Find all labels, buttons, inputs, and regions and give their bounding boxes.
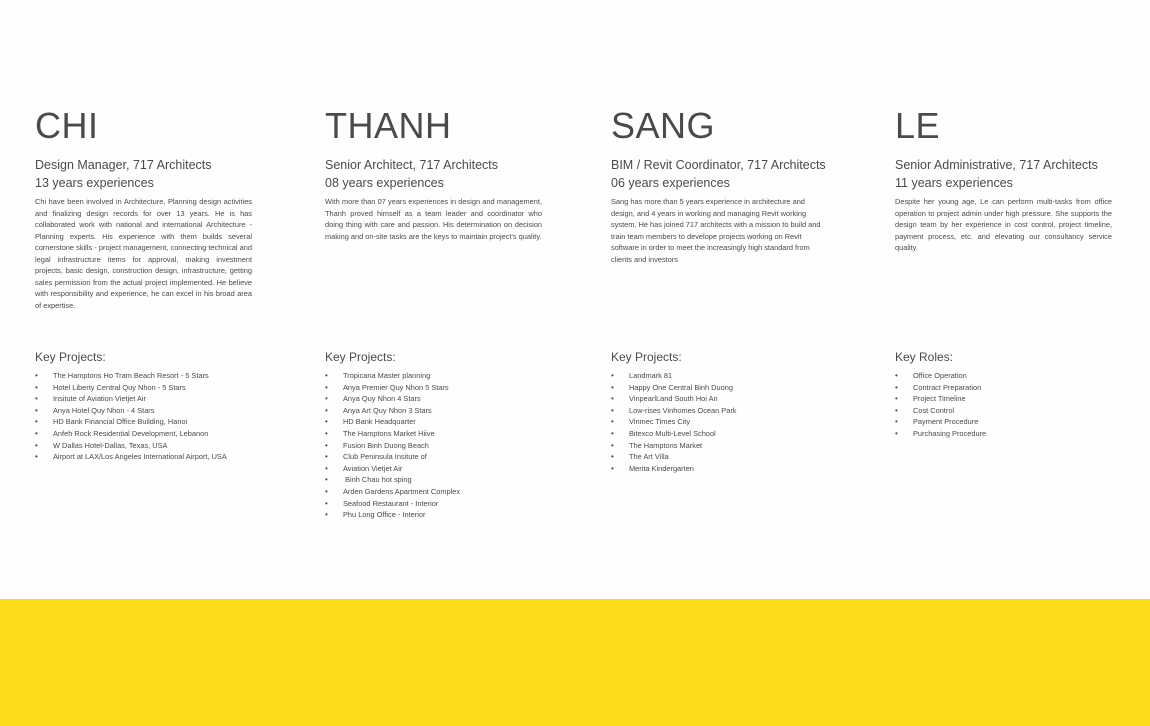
list-item: • W Dallas Hotel-Dallas, Texas, USA (35, 440, 227, 452)
person-experience: 08 years experiences (325, 176, 444, 190)
list-item: • Hotel Liberty Central Quy Nhon - 5 Stars (35, 382, 227, 394)
person-experience: 13 years experiences (35, 176, 154, 190)
list-item: • Landmark 81 (611, 370, 737, 382)
profile-sang (611, 106, 828, 273)
key-projects-list-chi (35, 370, 227, 463)
list-item: • Project Timeline (895, 393, 986, 405)
list-item: • Payment Procedure (895, 416, 986, 428)
key-projects-heading-sang: Key Projects: (611, 350, 682, 364)
list-item: • The Hamptons Market (611, 440, 737, 452)
person-title: Senior Administrative, 717 Architects (895, 158, 1098, 172)
list-item: • HD Bank Headquarter (325, 416, 460, 428)
list-item: • Merita Kindergarten (611, 463, 737, 475)
list-item: • Anya Premier Quy Nhon 5 Stars (325, 382, 460, 394)
list-item: • Low-rises Vinhomes Ocean Park (611, 405, 737, 417)
person-description: Despite her young age, Le can perform multi-tasks from office operation to project admin under high pressure. She supports the design team by her experience in cost control, project timeline, payment process, etc. and elevating our consultancy service quality. (895, 197, 1112, 253)
person-description: Sang has more than 5 years experience in architecture and design, and 4 years in working and managing Revit working system, He has joined 717 architects with a mission to build and train team members to develope projects working on Revit software in order to meet the increasingly high standard from clients and investors (611, 197, 821, 264)
list-item: • Anya Quy Nhon 4 Stars (325, 393, 460, 405)
list-item: • Binh Chau hot sping (325, 474, 460, 486)
list-item: • Arden Gardens Apartment Complex (325, 486, 460, 498)
list-item: • Phu Long Office - Interior (325, 509, 460, 521)
profile-thanh (325, 106, 542, 250)
key-roles-heading-le: Key Roles: (895, 350, 954, 364)
list-item: • The Hamptons Market Hiive (325, 428, 460, 440)
person-description: With more than 07 years experiences in design and management, Thanh proved himself as a team leader and coordinator who doing thing with care and passion. His determination on decision making and on-site tasks are the keys to maintain project's quality. (325, 197, 542, 241)
list-item: • The Art Villa (611, 451, 737, 463)
yellow-footer-band (0, 599, 1150, 726)
profile-le (895, 106, 1112, 261)
profile-chi (35, 106, 252, 319)
key-projects-list-sang (611, 370, 737, 474)
list-item: • Anya Art Quy Nhon 3 Stars (325, 405, 460, 417)
person-experience: 11 years experiences (895, 176, 1013, 190)
list-item: • Bitexco Multi-Level School (611, 428, 737, 440)
list-item: • Tropicana Master planning (325, 370, 460, 382)
list-item: • Anya Hotel Quy Nhon - 4 Stars (35, 405, 227, 417)
list-item: • VinpearlLand South Hoi An (611, 393, 737, 405)
list-item: • Contract Preparation (895, 382, 986, 394)
list-item: • The Hamptons Ho Tram Beach Resort - 5 Stars (35, 370, 227, 382)
list-item: • Seafood Restaurant - Interior (325, 498, 460, 510)
person-title: Senior Architect, 717 Architects (325, 158, 499, 172)
person-title: Design Manager, 717 Architects (35, 158, 212, 172)
key-roles-list-le (895, 370, 986, 440)
list-item: • Purchasing Procedure (895, 428, 986, 440)
person-name: THANH (325, 105, 452, 146)
list-item: • Office Operation (895, 370, 986, 382)
list-item: • Fusion Binh Duong Beach (325, 440, 460, 452)
key-projects-heading-chi: Key Projects: (35, 350, 106, 364)
person-name: SANG (611, 105, 716, 146)
list-item: • Happy One Central Binh Duong (611, 382, 737, 394)
key-projects-list-thanh (325, 370, 460, 521)
person-name: CHI (35, 105, 99, 146)
person-description: Chi have been involved in Architecture, Planning design activities and finalizing design records for over 13 years. He is has collaborated work with national and international Architecture - Planning experts. His experience with them builds several cornerstone skills - project management, connecting technical and legal infrastructure items for approval, making investment projects, basic design, construction design, infrastructure, getting sales permission from the actual project implemented. He believe with responsibility and experience, he can excel in his broad area of expertise. (35, 197, 252, 310)
list-item: • Club Peninsula Insitute of (325, 451, 460, 463)
list-item: • Anfeh Rock Residential Development, Lebanon (35, 428, 227, 440)
list-item: • Airport at LAX/Los Angeles International Airport, USA (35, 451, 227, 463)
list-item: • Cost Control (895, 405, 986, 417)
person-name: LE (895, 105, 941, 146)
list-item: • Insitute of Aviation Vietjet Air (35, 393, 227, 405)
key-projects-heading-thanh: Key Projects: (325, 350, 396, 364)
list-item: • Vinmec Times City (611, 416, 737, 428)
list-item: • HD Bank Financial Office Building, Hanoi (35, 416, 227, 428)
list-item: • Aviation Vietjet Air (325, 463, 460, 475)
person-experience: 06 years experiences (611, 176, 730, 190)
person-title: BIM / Revit Coordinator, 717 Architects (611, 158, 826, 172)
